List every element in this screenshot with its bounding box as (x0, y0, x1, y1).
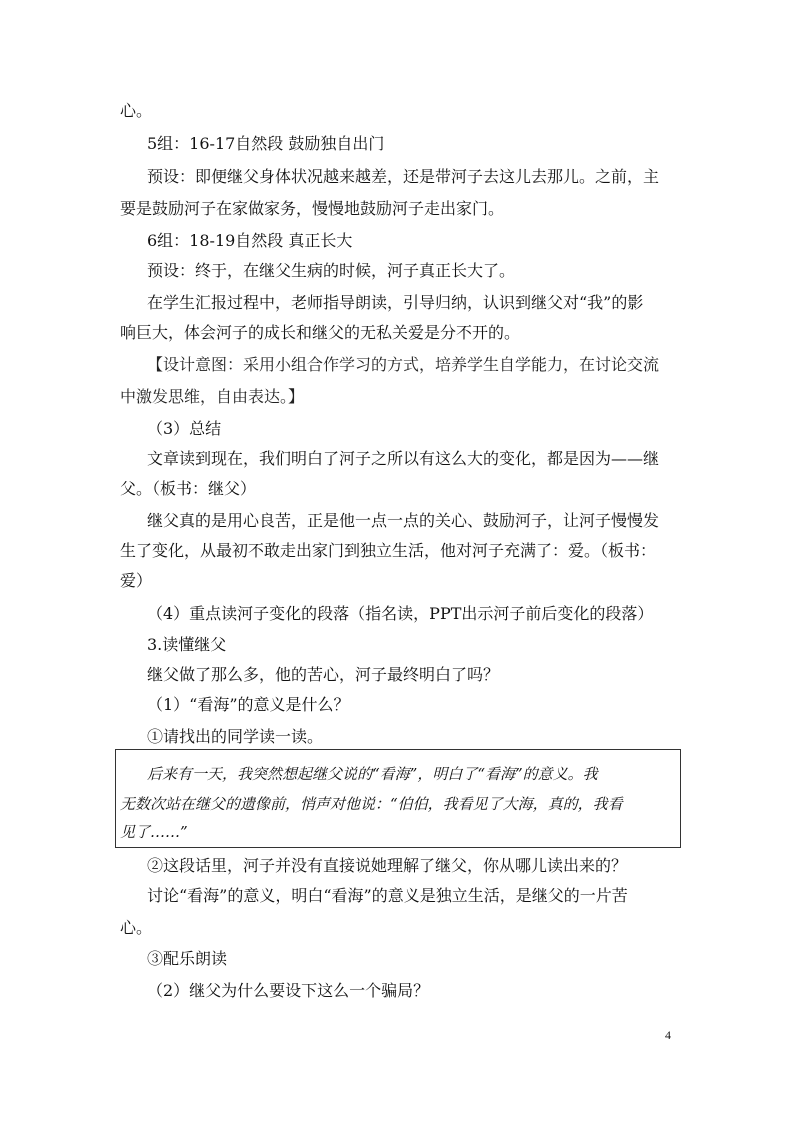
text-line: 文章读到现在，我们明白了河子之所以有这么大的变化，都是因为——继 (147, 449, 660, 468)
page-number: 4 (665, 1028, 671, 1042)
section-heading: （3）总结 (147, 419, 222, 438)
text-line: 预设：即便继父身体状况越来越差，还是带河子去这儿去那儿。之前，主 (147, 167, 660, 186)
section-heading: （2）继父为什么要设下这么一个骗局？ (147, 981, 430, 1000)
text-line: 预设：终于，在继父生病的时候，河子真正长大了。 (147, 261, 516, 280)
design-intent: 【设计意图：采用小组合作学习的方式，培养学生自学能力，在讨论交流 (147, 355, 660, 374)
group5-heading: 5组：16-17自然段 鼓励独自出门 (147, 134, 385, 153)
quote-line: 见了……” (120, 823, 188, 841)
text-line: 父。（板书：继父） (120, 479, 257, 498)
section-heading: （4）重点读河子变化的段落（指名读，PPT出示河子前后变化的段落） (147, 604, 654, 623)
text-line: 生了变化，从最初不敢走出家门到独立生活，他对河子充满了：爱。（板书： (120, 541, 657, 560)
section-heading: （1）“看海”的意义是什么？ (147, 695, 350, 714)
text-line: 心。 (120, 101, 153, 120)
text-line: 要是鼓励河子在家做家务，慢慢地鼓励河子走出家门。 (120, 199, 505, 218)
design-intent: 中激发思维，自由表达。】 (120, 387, 305, 406)
text-line: ②这段话里，河子并没有直接说她理解了继父，你从哪儿读出来的？ (147, 856, 628, 875)
text-line: 继父真的是用心良苦，正是他一点一点的关心、鼓励河子，让河子慢慢发 (147, 511, 660, 530)
quote-line: 后来有一天，我突然想起继父说的“看海”，明白了“看海”的意义。我 (147, 765, 598, 783)
group6-heading: 6组：18-19自然段 真正长大 (147, 231, 353, 250)
text-line: ③配乐朗读 (147, 949, 228, 968)
text-line: 继父做了那么多，他的苦心，河子最终明白了吗？ (147, 665, 500, 684)
quote-box (115, 749, 681, 848)
text-line: 在学生汇报过程中，老师指导朗读，引导归纳，认识到继父对“我”的影 (147, 293, 644, 312)
text-line: 讨论“看海”的意义，明白“看海”的意义是独立生活，是继父的一片苦 (147, 886, 628, 905)
quote-line: 无数次站在继父的遗像前，悄声对他说：“伯伯，我看见了大海，真的，我看 (120, 795, 623, 813)
section-heading: 3.读懂继父 (147, 635, 227, 654)
text-line: 心。 (120, 918, 153, 937)
text-line: 响巨大，体会河子的成长和继父的无私关爱是分不开的。 (120, 323, 521, 342)
text-line: ①请找出的同学读一读。 (147, 727, 324, 746)
text-line: 爱） (120, 571, 153, 590)
